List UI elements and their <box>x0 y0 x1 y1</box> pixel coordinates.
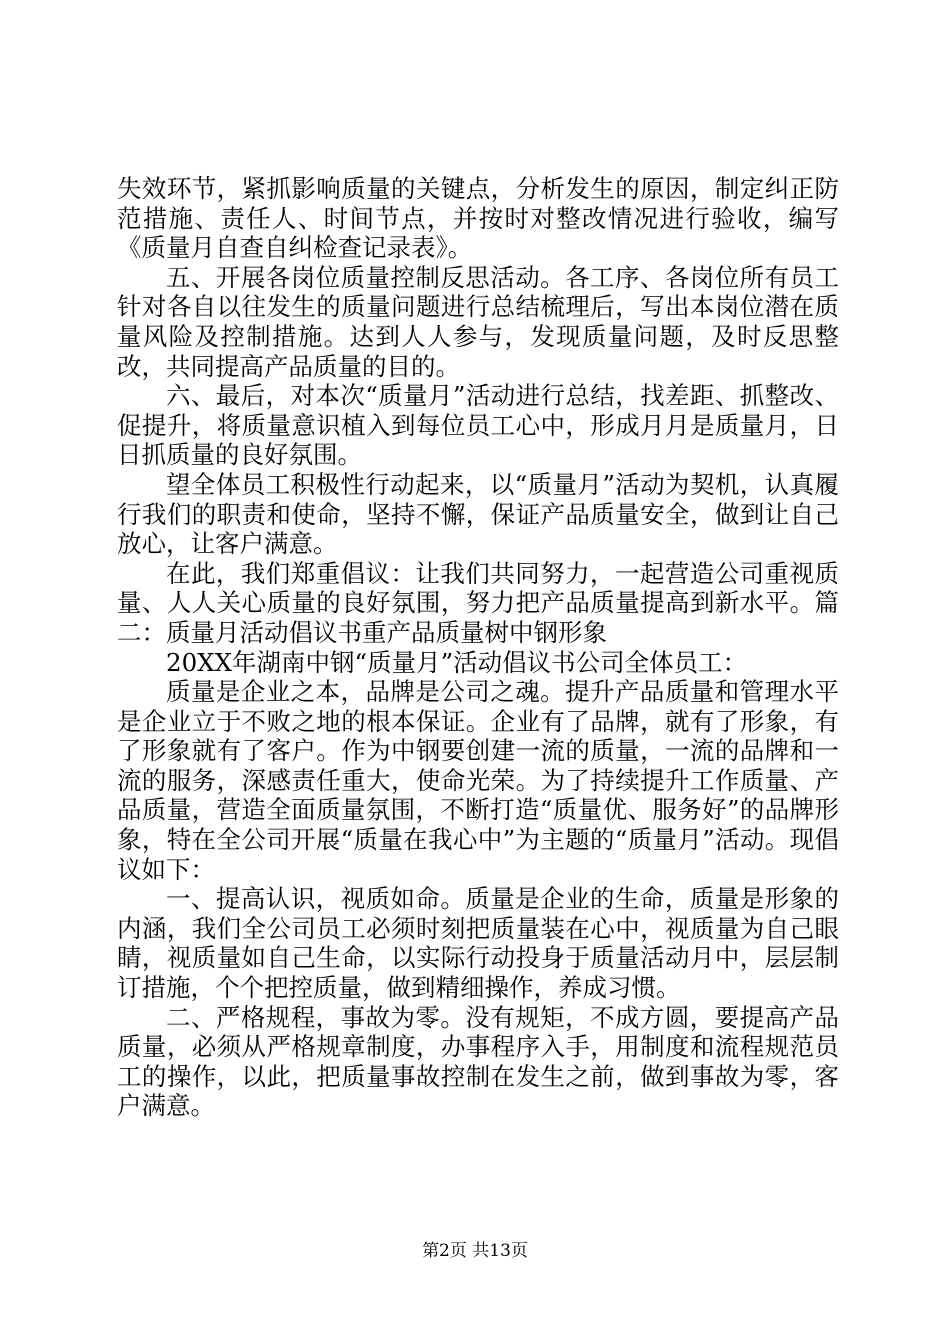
paragraph-8: 一、提高认识，视质如命。质量是企业的生命，质量是形象的内涵，我们全公司员工必须时刻把质量装在心中，视质量为自己眼睛，视质量如自己生命，以实际行动投身于质量活动月中，层层制订措施，个个把控质量，做到精细操作，养成习惯。 <box>117 884 839 1003</box>
paragraph-6: 20XX年湖南中钢“质量月”活动倡议书公司全体员工： <box>166 647 748 677</box>
paragraph-3: 六、最后，对本次“质量月”活动进行总结，找差距、抓整改、促提升，将质量意识植入到每位员工心中，形成月月是质量月，日日抓质量的良好氛围。 <box>117 381 839 470</box>
paragraph-5: 在此，我们郑重倡议：让我们共同努力，一起营造公司重视质量、人人关心质量的良好氛围，努力把产品质量提高到新水平。篇二：质量月活动倡议书重产品质量树中钢形象 <box>117 558 839 647</box>
paragraph-7: 质量是企业之本，品牌是公司之魂。提升产品质量和管理水平是企业立于不败之地的根本保证。企业有了品牌，就有了形象，有了形象就有了客户。作为中钢要创建一流的质量，一流的品牌和一流的服务，深感责任重大，使命光荣。为了持续提升工作质量、产品质量，营造全面质量氛围，不断打造“质量优、服务好”的品牌形象，特在全公司开展“质量在我心中”为主题的“质量月”活动。现倡议如下： <box>117 677 839 884</box>
paragraph-9: 二、严格规程，事故为零。没有规矩，不成方圆，要提高产品质量，必须从严格规章制度，办事程序入手，用制度和流程规范员工的操作，以此，把质量事故控制在发生之前，做到事故为零，客户满意。 <box>117 1002 839 1121</box>
document-body <box>117 174 839 1121</box>
paragraph-4: 望全体员工积极性行动起来，以“质量月”活动为契机，认真履行我们的职责和使命，坚持不懈，保证产品质量安全，做到让自己放心，让客户满意。 <box>117 469 839 559</box>
page-number-footer: 第2页 共13页 <box>422 1241 528 1261</box>
paragraph-2: 五、开展各岗位质量控制反思活动。各工序、各岗位所有员工针对各自以往发生的质量问题进行总结梳理后，写出本岗位潜在质量风险及控制措施。达到人人参与，发现质量问题，及时反思整改，共同提高产品质量的目的。 <box>117 262 839 381</box>
paragraph-1: 失效环节，紧抓影响质量的关键点，分析发生的原因，制定纠正防范措施、责任人、时间节点，并按时对整改情况进行验收，编写《质量月自查自纠检查记录表》。 <box>117 174 839 263</box>
